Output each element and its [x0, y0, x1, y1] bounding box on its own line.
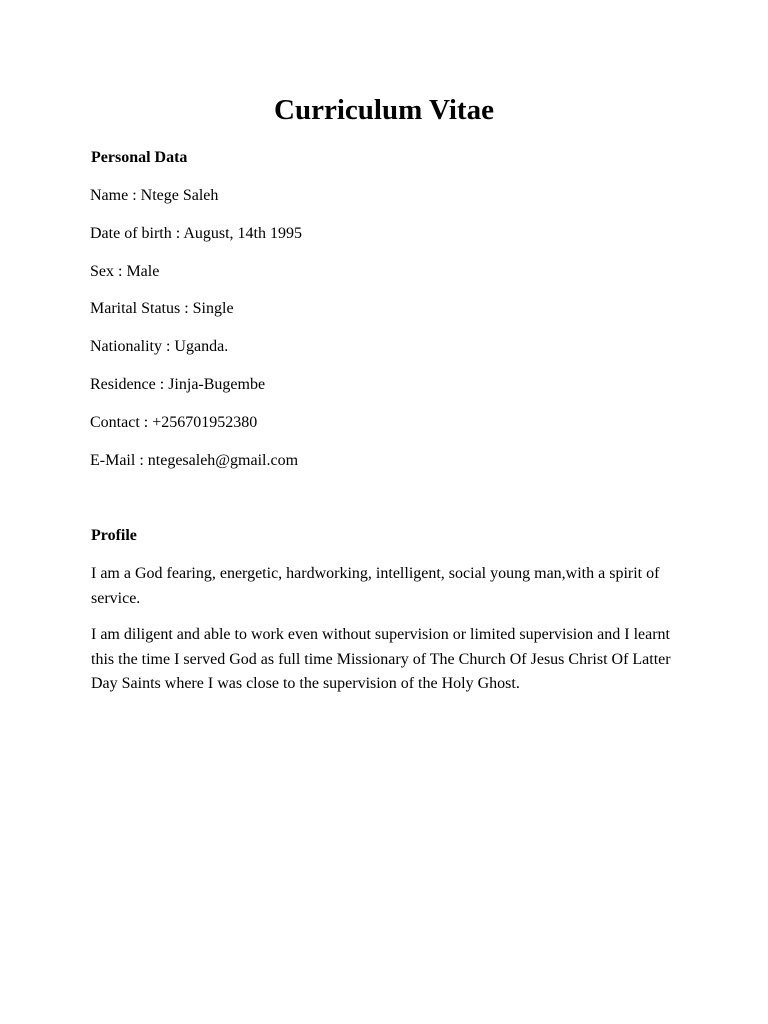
profile-paragraph: I am a God fearing, energetic, hardworking, intelligent, social young man,with a spirit of service. — [91, 565, 660, 607]
personal-data-heading: Personal Data — [91, 149, 188, 166]
field-contact: Contact : +256701952380 — [90, 414, 258, 431]
field-email: E-Mail : ntegesaleh@gmail.com — [90, 452, 299, 469]
profile-paragraph: I am diligent and able to work even without supervision or limited supervision and I learnt this the time I served God as full time Missionary of The Church Of Jesus Christ Of Latter Day Saints where I was close to the supervision of the Holy Ghost. — [91, 626, 671, 692]
field-nationality: Nationality : Uganda. — [90, 338, 229, 355]
document-title: Curriculum Vitae — [274, 94, 494, 126]
field-sex: Sex : Male — [90, 263, 160, 280]
field-marital-status: Marital Status : Single — [90, 300, 234, 317]
field-residence: Residence : Jinja-Bugembe — [90, 376, 266, 393]
field-date-of-birth: Date of birth : August, 14th 1995 — [90, 225, 302, 242]
profile-heading: Profile — [91, 527, 137, 544]
field-name: Name : Ntege Saleh — [90, 187, 219, 204]
